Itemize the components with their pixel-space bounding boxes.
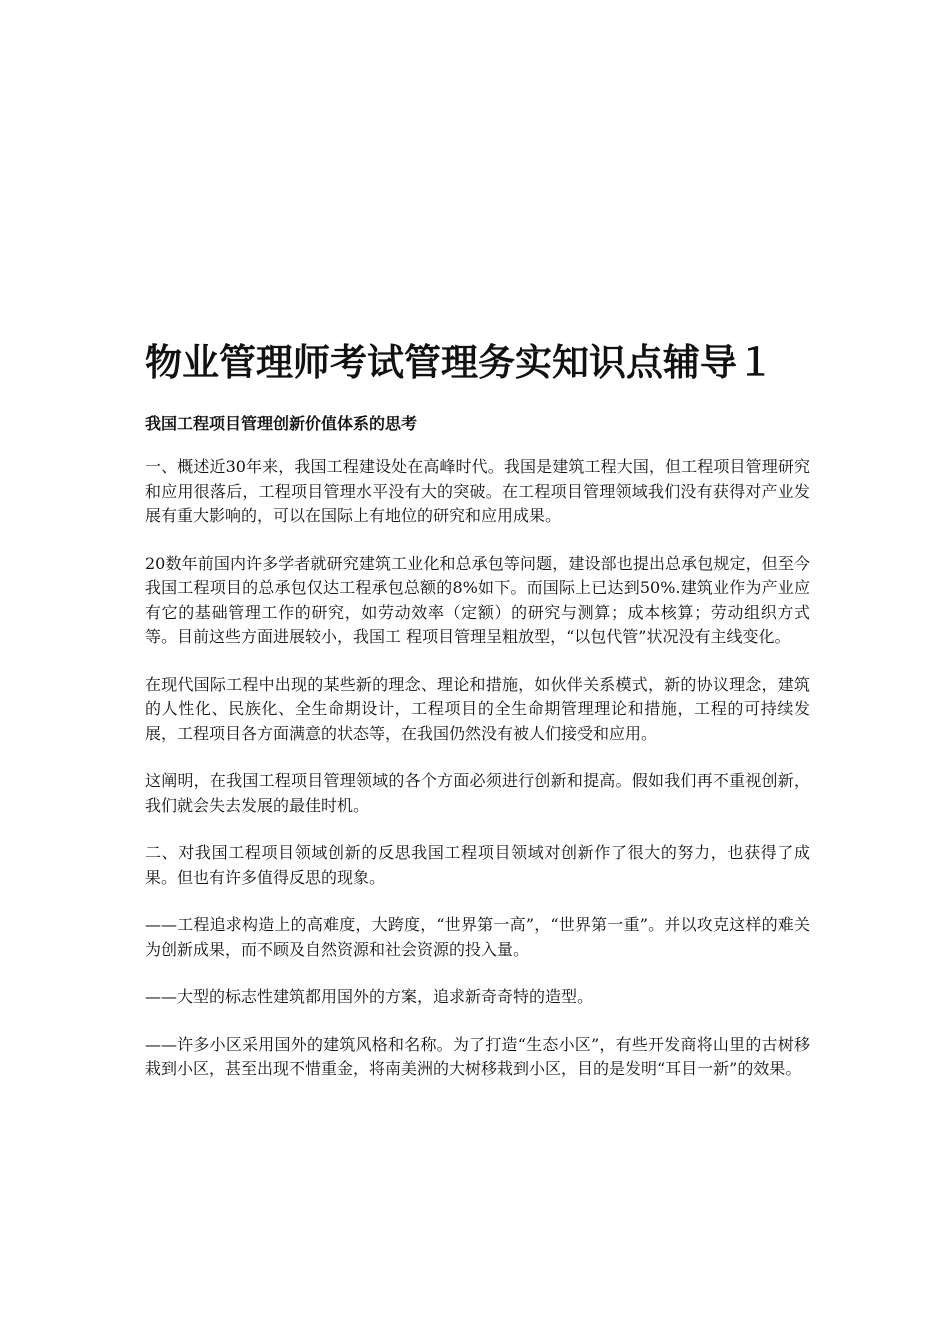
document-subtitle: 我国工程项目管理创新价值体系的思考 (145, 414, 418, 433)
paragraph-contracting: 20数年前国内许多学者就研究建筑工业化和总承包等问题，建设部也提出总承包规定，但至今我国工程项目的总承包仅达工程承包总额的8%如下。而国际上已达到50%.建筑业作为产业应有它的基础管理工作的研究，如劳动效率（定额）的研究与测算；成本核算；劳动组织方式等。目前这些方面进展较小，我国工 程项目管理呈粗放型，“以包代管”状况没有主线变化。 (145, 553, 810, 646)
paragraph-overview: 一、概述近30年来，我国工程建设处在高峰时代。我国是建筑工程大国，但工程项目管理研究和应用很落后，工程项目管理水平没有大的突破。在工程项目管理领域我们没有获得对产业发展有重大影响的，可以在国际上有地位的研究和应用成果。 (145, 457, 810, 525)
paragraph-bullet-structure: ——工程追求构造上的高难度，大跨度，“世界第一高”，“世界第一重”。并以攻克这样的难关为创新成果，而不顾及自然资源和社会资源的投入量。 (145, 915, 810, 959)
paragraph-bullet-residential: ——许多小区采用国外的建筑风格和名称。为了打造“生态小区”，有些开发商将山里的古树移栽到小区，甚至出现不惜重金，将南美洲的大树移栽到小区，目的是发明“耳目一新”的效果。 (145, 1034, 810, 1078)
document-title: 物业管理师考试管理务实知识点辅导１ (145, 340, 774, 384)
document-body (145, 455, 810, 1105)
paragraph-innovation-need: 这阐明，在我国工程项目管理领域的各个方面必须进行创新和提高。假如我们再不重视创新，我们就会失去发展的最佳时机。 (145, 771, 810, 815)
paragraph-international-concepts: 在现代国际工程中出现的某些新的理念、理论和措施，如伙伴关系模式，新的协议理念，建筑的人性化、民族化、全生命期设计，工程项目的全生命期管理理论和措施，工程的可持续发展，工程项目各方面满意的状态等，在我国仍然没有被人们接受和应用。 (145, 674, 810, 743)
paragraph-reflection: 二、对我国工程项目领域创新的反思我国工程项目领域对创新作了很大的努力，也获得了成果。但也有许多值得反思的现象。 (145, 843, 810, 887)
paragraph-bullet-landmark: ——大型的标志性建筑都用国外的方案，追求新奇奇特的造型。 (145, 987, 594, 1006)
